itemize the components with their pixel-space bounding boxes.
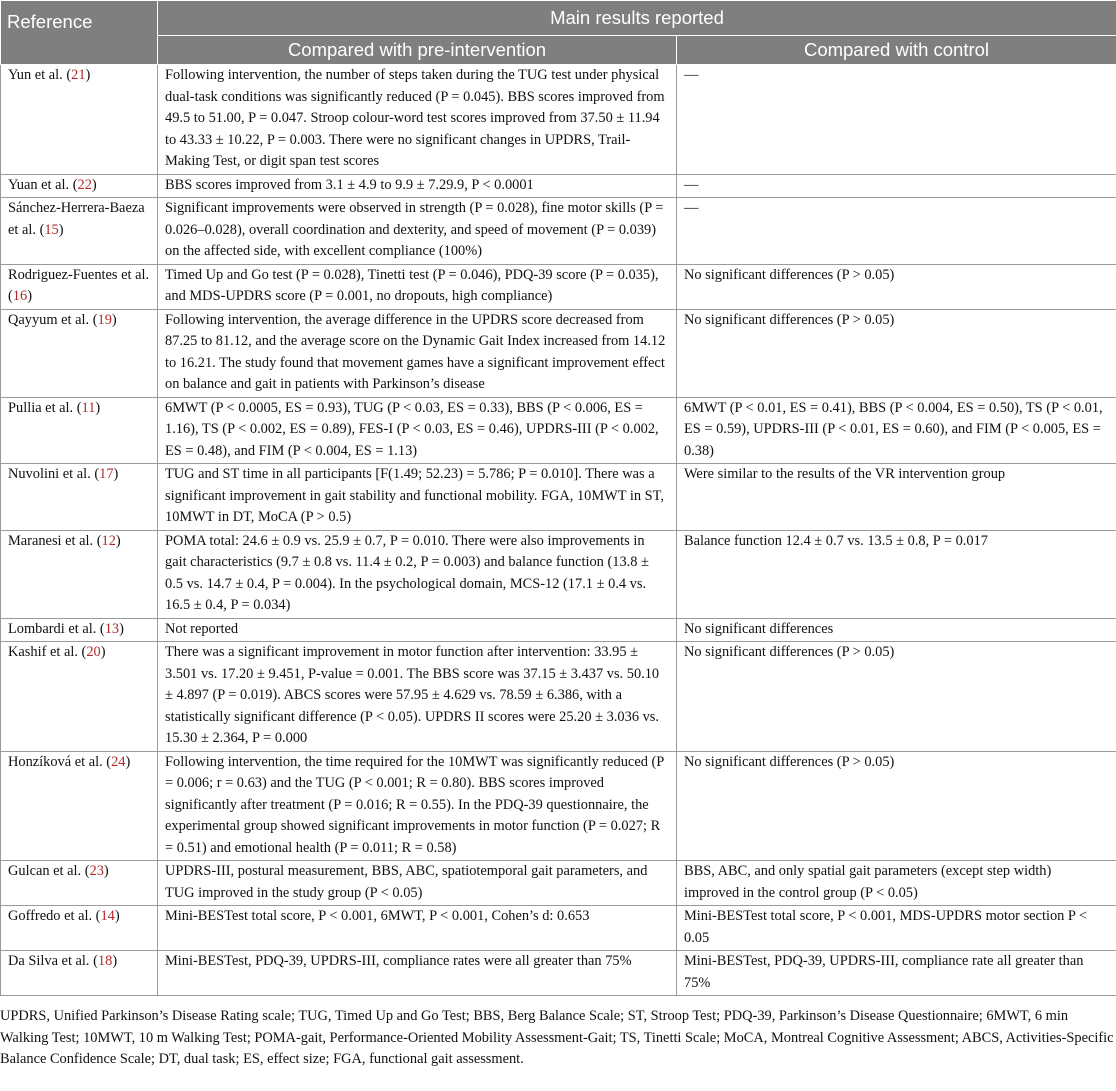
reference-cell xyxy=(1,264,158,309)
reference-cell xyxy=(1,642,158,752)
citation-close: ) xyxy=(114,908,120,924)
citation-link[interactable]: 13 xyxy=(104,620,120,637)
citation-close: ) xyxy=(100,644,106,660)
pre-intervention-cell: 6MWT (P < 0.0005, ES = 0.93), TUG (P < 0.03, ES = 0.33), BBS (P < 0.006, ES = 1.16), TS (P < 0.002, ES = 0.89), FES-I (P < 0.03, ES = 0.46), UPDRS-III (P < 0.002, ES = 0.48), and FIM (P < 0.004, ES = 1.13) xyxy=(158,397,677,464)
header-reference: Reference xyxy=(1,1,158,65)
header-control: Compared with control xyxy=(677,36,1116,65)
reference-cell xyxy=(1,309,158,397)
table-row xyxy=(1,198,1116,265)
control-cell: No significant differences xyxy=(677,618,1116,642)
citation-close: ) xyxy=(119,620,124,637)
author-name: Rodriguez-Fuentes et al. ( xyxy=(8,266,150,304)
pre-intervention-cell: Following intervention, the number of steps taken during the TUG test under physical dual-task conditions was significantly reduced (P = 0.045). BBS scores improved from 49.5 to 51.00, P = 0.047. Stroop colour-word test scores improved from 37.50 ± 11.94 to 43.33 ± 10.22, P = 0.003. There were no significant changes in UPDRS, Trail-Making Test, or digit span test scores xyxy=(158,65,677,175)
table-row xyxy=(1,642,1116,752)
table-row xyxy=(1,906,1116,951)
citation-link[interactable]: 15 xyxy=(44,221,59,238)
control-cell: — xyxy=(677,174,1116,198)
citation-close: ) xyxy=(85,67,91,83)
control-cell: Were similar to the results of the VR intervention group xyxy=(677,464,1116,531)
control-cell: Balance function 12.4 ± 0.7 vs. 13.5 ± 0.8, P = 0.017 xyxy=(677,530,1116,618)
reference-cell xyxy=(1,861,158,906)
citation-close: ) xyxy=(115,532,121,549)
pre-intervention-cell: Mini-BESTest, PDQ-39, UPDRS-III, compliance rates were all greater than 75% xyxy=(158,951,677,996)
citation-link[interactable]: 21 xyxy=(71,67,86,83)
reference-cell xyxy=(1,464,158,531)
table-row xyxy=(1,174,1116,198)
citation-close: ) xyxy=(112,953,118,969)
table-row xyxy=(1,530,1116,618)
author-name: Maranesi et al. ( xyxy=(8,532,102,549)
table-body xyxy=(1,65,1116,996)
control-cell: Mini-BESTest, PDQ-39, UPDRS-III, compliance rate all greater than 75% xyxy=(677,951,1116,996)
reference-cell xyxy=(1,751,158,861)
header-main-results: Main results reported xyxy=(158,1,1116,36)
pre-intervention-cell: Significant improvements were observed in strength (P = 0.028), fine motor skills (P = 0.026–0.028), overall coordination and dexterity, and speed of movement (P = 0.039) on the affected side, with excellent compliance (100%) xyxy=(158,198,677,265)
pre-intervention-cell: Following intervention, the average difference in the UPDRS score decreased from 87.25 to 81.12, and the average score on the Dynamic Gait Index increased from 14.12 to 16.21. The study found that movement games have a significant improvement effect on balance and gait in patients with Parkinson’s disease xyxy=(158,309,677,397)
reference-cell xyxy=(1,198,158,265)
citation-link[interactable]: 18 xyxy=(97,953,113,969)
pre-intervention-cell: There was a significant improvement in motor function after intervention: 33.95 ± 3.501 vs. 17.20 ± 9.451, P-value = 0.001. The BBS score was 37.15 ± 3.437 vs. 50.10 ± 4.897 (P = 0.019). ABCS scores were 57.95 ± 4.629 vs. 78.59 ± 6.386, with a statistically significant difference (P < 0.05). UPDRS II scores were 25.20 ± 3.036 vs. 15.30 ± 2.364, P = 0.000 xyxy=(158,642,677,752)
author-name: Goffredo et al. ( xyxy=(8,908,101,924)
author-name: Qayyum et al. ( xyxy=(8,311,98,328)
table-row xyxy=(1,861,1116,906)
reference-cell xyxy=(1,397,158,464)
author-name: Yuan et al. ( xyxy=(8,176,78,193)
pre-intervention-cell: Following intervention, the time required for the 10MWT was significantly reduced (P = 0.006; r = 0.63) and the TUG (P < 0.001; R = 0.80). BBS scores improved significantly after treatment (P = 0.016; R = 0.55). In the PDQ-39 questionnaire, the experimental group showed significant improvements in motor function (P = 0.027; R = 0.51) and emotional health (P = 0.011; R = 0.58) xyxy=(158,751,677,861)
table-row xyxy=(1,751,1116,861)
author-name: Kashif et al. ( xyxy=(8,644,87,660)
table-row xyxy=(1,618,1116,642)
author-name: Lombardi et al. ( xyxy=(8,620,105,637)
author-name: Sánchez-Herrera-Baeza et al. ( xyxy=(8,200,145,238)
reference-cell xyxy=(1,65,158,175)
pre-intervention-cell: BBS scores improved from 3.1 ± 4.9 to 9.9 ± 7.29.9, P < 0.0001 xyxy=(158,174,677,198)
citation-close: ) xyxy=(103,863,109,879)
reference-cell xyxy=(1,951,158,996)
citation-link[interactable]: 24 xyxy=(111,753,126,770)
pre-intervention-cell: Not reported xyxy=(158,618,677,642)
pre-intervention-cell: Mini-BESTest total score, P < 0.001, 6MWT, P < 0.001, Cohen’s d: 0.653 xyxy=(158,906,677,951)
citation-close: ) xyxy=(58,221,64,238)
table-header xyxy=(1,1,1116,65)
citation-link[interactable]: 14 xyxy=(100,908,115,924)
table-row xyxy=(1,464,1116,531)
header-pre-intervention: Compared with pre-intervention xyxy=(158,36,677,65)
reference-cell xyxy=(1,174,158,198)
citation-close: ) xyxy=(111,311,117,328)
citation-link[interactable]: 22 xyxy=(77,176,92,193)
control-cell: No significant differences (P > 0.05) xyxy=(677,264,1116,309)
table-row xyxy=(1,951,1116,996)
citation-close: ) xyxy=(95,399,101,416)
citation-link[interactable]: 20 xyxy=(86,644,101,660)
citation-close: ) xyxy=(125,753,131,770)
pre-intervention-cell: TUG and ST time in all participants [F(1.49; 52.23) = 5.786; P = 0.010]. There was a significant improvement in gait stability and functional mobility. FGA, 10MWT in ST, 10MWT in DT, MoCA (P > 0.5) xyxy=(158,464,677,531)
citation-link[interactable]: 17 xyxy=(99,466,114,482)
pre-intervention-cell: POMA total: 24.6 ± 0.9 vs. 25.9 ± 0.7, P = 0.010. There were also improvements in gait characteristics (9.7 ± 0.8 vs. 11.4 ± 0.2, P = 0.003) and balance function (13.8 ± 0.5 vs. 14.7 ± 0.4, P = 0.004). In the psychological domain, MCS-12 (17.1 ± 0.4 vs. 16.5 ± 0.4, P = 0.034) xyxy=(158,530,677,618)
citation-link[interactable]: 11 xyxy=(81,399,96,416)
table-row xyxy=(1,264,1116,309)
control-cell: No significant differences (P > 0.05) xyxy=(677,309,1116,397)
control-cell: BBS, ABC, and only spatial gait parameters (except step width) improved in the control group (P < 0.05) xyxy=(677,861,1116,906)
citation-link[interactable]: 23 xyxy=(89,863,104,879)
reference-cell xyxy=(1,906,158,951)
citation-link[interactable]: 16 xyxy=(12,288,28,304)
author-name: Yun et al. ( xyxy=(8,67,72,83)
citation-link[interactable]: 12 xyxy=(101,532,116,549)
pre-intervention-cell: Timed Up and Go test (P = 0.028), Tinetti test (P = 0.046), PDQ-39 score (P = 0.035), and MDS-UPDRS score (P = 0.001, no dropouts, high compliance) xyxy=(158,264,677,309)
author-name: Gulcan et al. ( xyxy=(8,863,90,879)
citation-close: ) xyxy=(113,466,119,482)
pre-intervention-cell: UPDRS-III, postural measurement, BBS, ABC, spatiotemporal gait parameters, and TUG improved in the study group (P < 0.05) xyxy=(158,861,677,906)
author-name: Pullia et al. ( xyxy=(8,399,82,416)
citation-close: ) xyxy=(91,176,97,193)
table-row xyxy=(1,65,1116,175)
author-name: Da Silva et al. ( xyxy=(8,953,98,969)
control-cell: — xyxy=(677,65,1116,175)
citation-link[interactable]: 19 xyxy=(97,311,112,328)
control-cell: Mini-BESTest total score, P < 0.001, MDS-UPDRS motor section P < 0.05 xyxy=(677,906,1116,951)
table-footnote: UPDRS, Unified Parkinson’s Disease Rating scale; TUG, Timed Up and Go Test; BBS, Berg Balance Scale; ST, Stroop Test; PDQ-39, Parkinson’s Disease Questionnaire; 6MWT, 6 min Walking Test; 10MWT, 10 m Walking Test; POMA-gait, Performance-Oriented Mobility Assessment-Gait; TS, Tinetti Scale; MoCA, Montreal Cognitive Assessment; ABCS, Activities-Specific Balance Confidence Scale; DT, dual task; ES, effect size; FGA, functional gait assessment. xyxy=(0,1008,1114,1067)
control-cell: No significant differences (P > 0.05) xyxy=(677,642,1116,752)
author-name: Nuvolini et al. ( xyxy=(8,466,100,482)
table-row xyxy=(1,397,1116,464)
control-cell: — xyxy=(677,198,1116,265)
citation-close: ) xyxy=(27,288,32,304)
control-cell: 6MWT (P < 0.01, ES = 0.41), BBS (P < 0.004, ES = 0.50), TS (P < 0.01, ES = 0.59), UPDRS-III (P < 0.01, ES = 0.60), and FIM (P < 0.005, ES = 0.38) xyxy=(677,397,1116,464)
control-cell: No significant differences (P > 0.05) xyxy=(677,751,1116,861)
author-name: Honzíková et al. ( xyxy=(8,753,112,770)
reference-cell xyxy=(1,530,158,618)
table-row xyxy=(1,309,1116,397)
reference-cell xyxy=(1,618,158,642)
